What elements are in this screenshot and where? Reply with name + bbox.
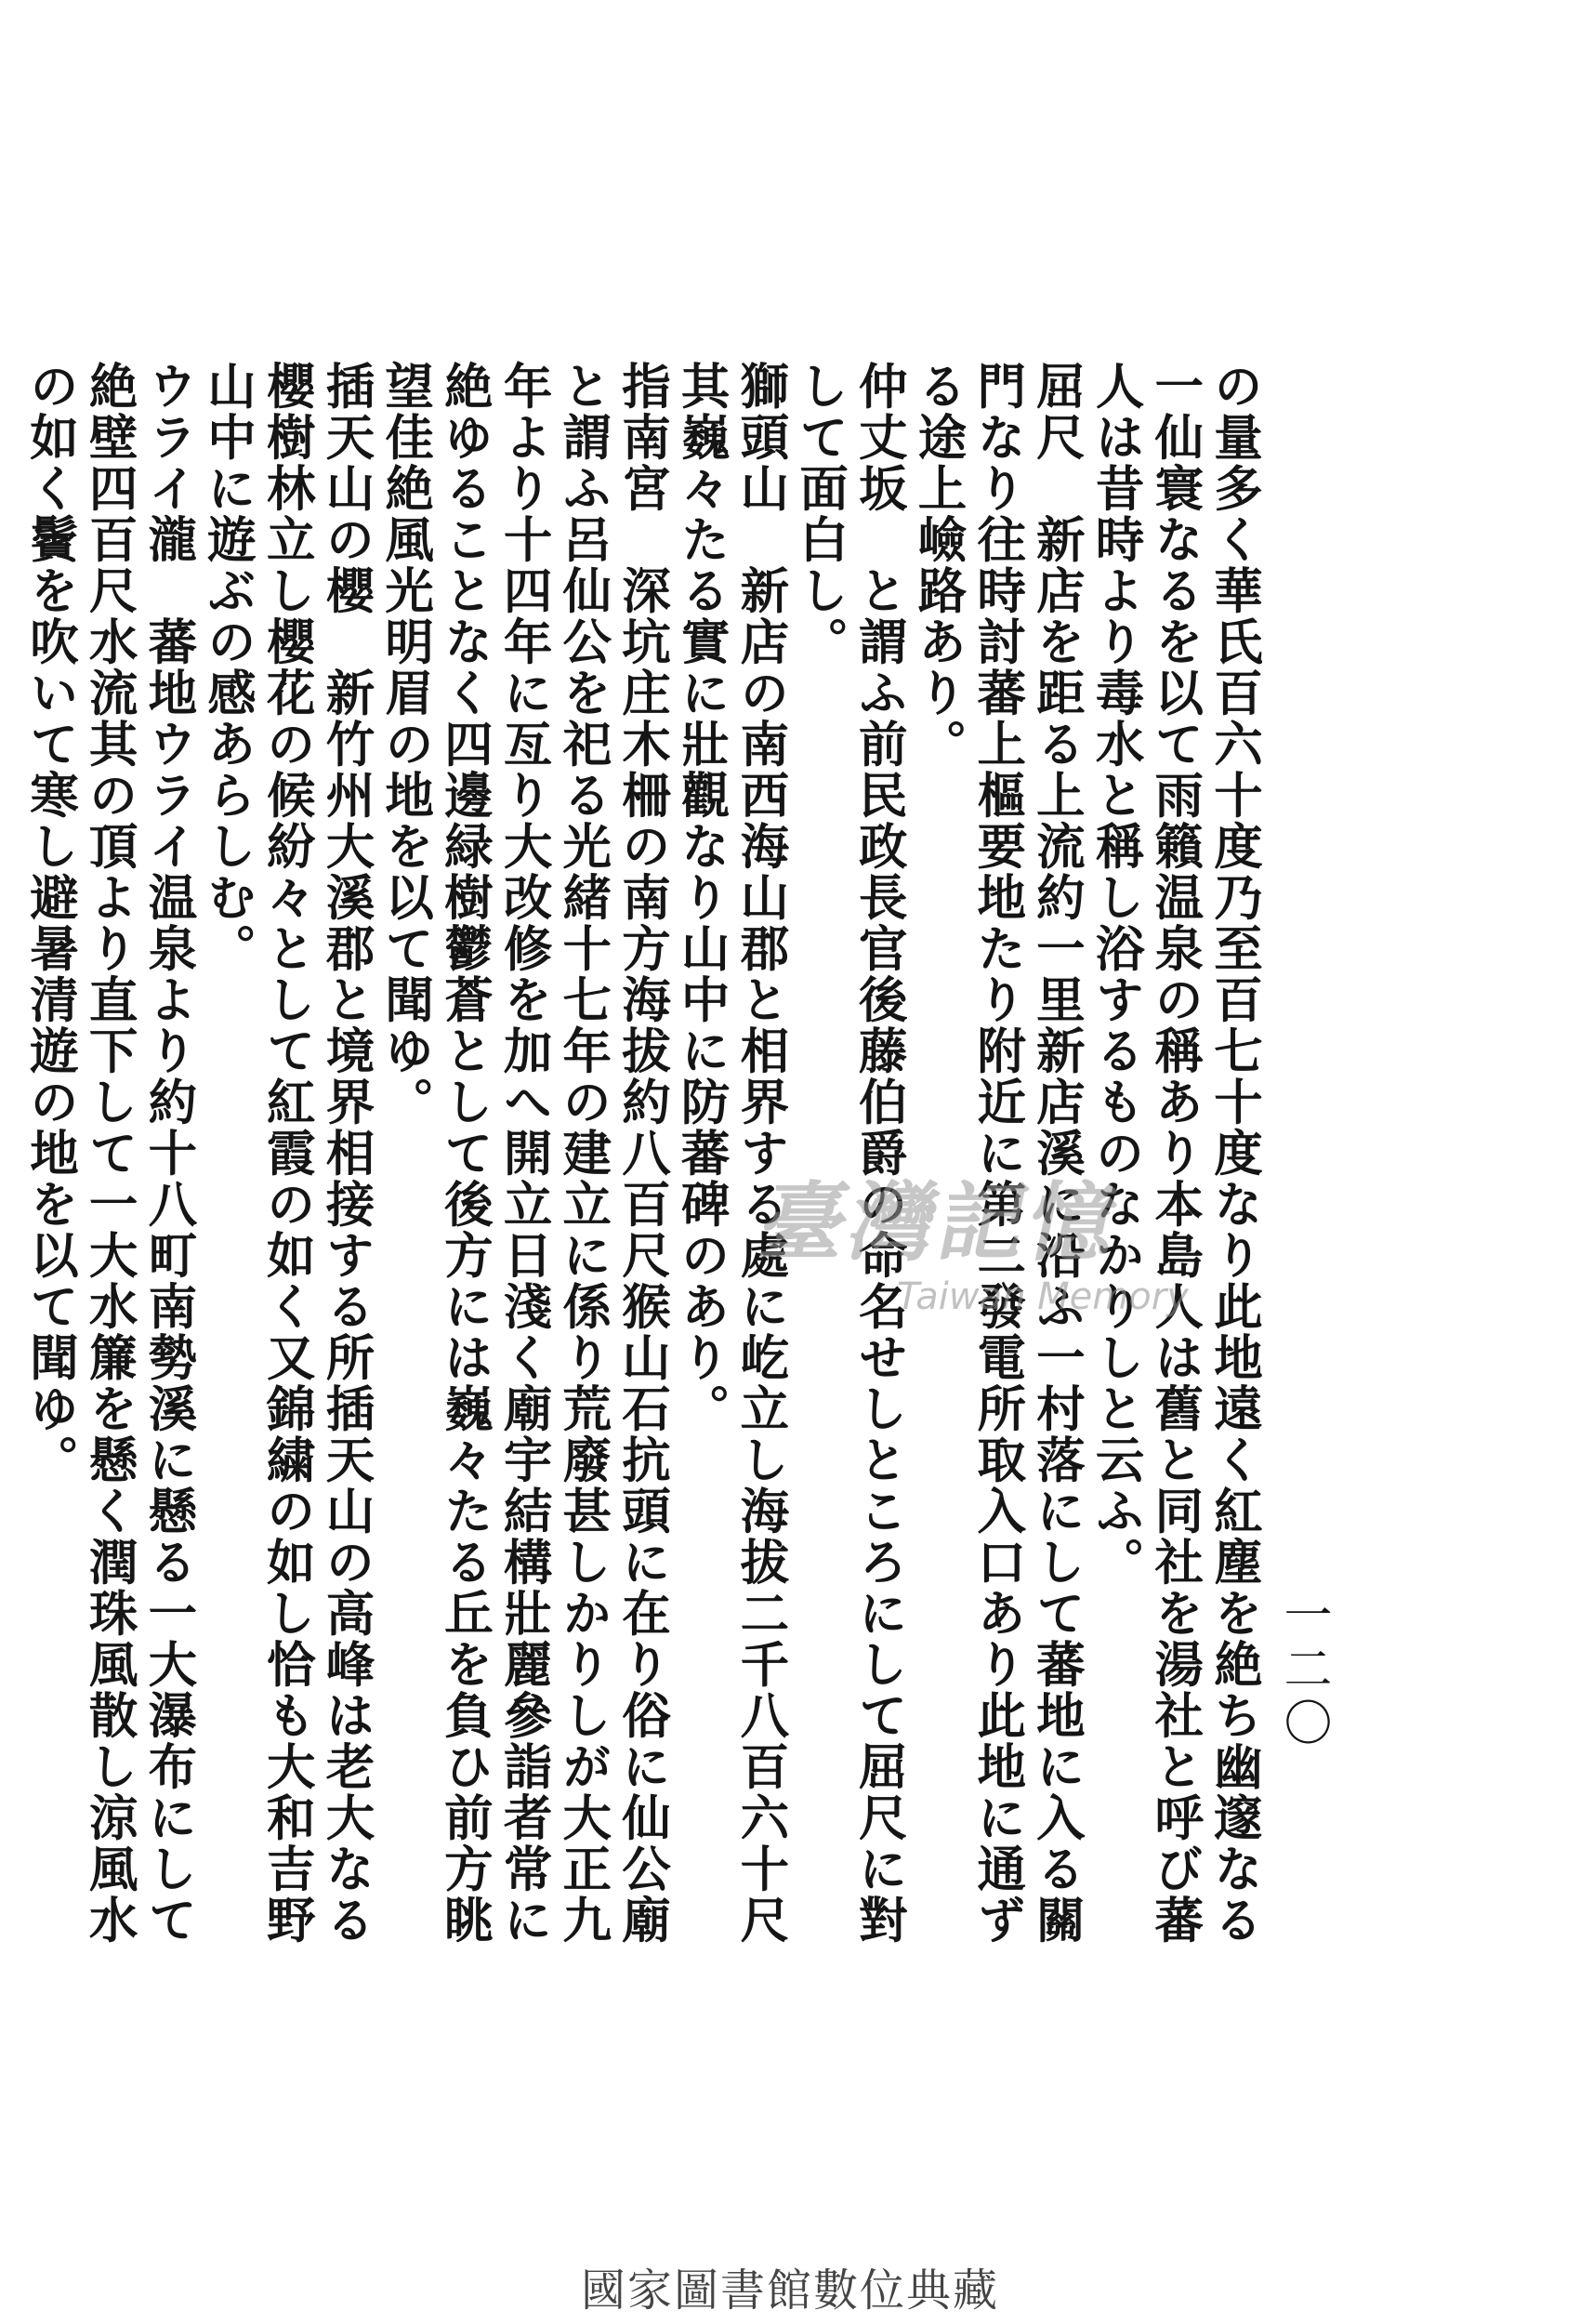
watermark-subtitle: Taiwan Memory [897,1275,1189,1318]
paragraph-chatian-cherry: 插天山の櫻 新竹州大溪郡と境界相接する所插天山の高峰は老大なる櫻樹林立し櫻花の候紛々として紅霞の如く又錦繍の如し恰も大和吉野山中に遊ぶの感あらしむ。 [200,361,375,1946]
paragraph-qu-chi: 屈尺 新店を距る上流約一里新店溪に沿ふ一村落にして蕃地に入る關門なり往時討蕃上樞要地たり附近に第二發電所取入口あり此地に通ずる途上嶮路あり。 [910,361,1086,1946]
paragraph-zhongzhang-slope: 仲丈坂 と謂ふ前民政長官後藤伯爵の命名せしところにして屈尺に對して面白し。 [792,361,908,1946]
paragraph-shitou-mountain: 獅頭山 新店の南西海山郡と相界する處に屹立し海拔二千八百六十尺其巍々たる實に壯觀なり山中に防蕃碑のあり。 [673,361,790,1946]
paragraph-hot-spring: の量多く華氏百六十度乃至百七十度なり此地遠く紅塵を絶ち幽邃なる一仙寰なるを以て雨籟温泉の稱あり本島人は舊と同社を湯社と呼び蕃人は昔時より毒水と稱し浴するものなかりしと云ふ。 [1087,361,1263,1946]
taiwan-memory-watermark [751,1171,1227,1329]
paragraph-wulai-falls: ウライ瀧 蕃地ウライ温泉より約十八町南勢溪に懸る一大瀑布にして絶壁四百尺水流其の頂より直下して一大水簾を懸く潤珠風散し涼風水の如く鬢を吹いて寒し避暑清遊の地を以て聞ゆ。 [21,361,198,1946]
paragraph-zhinan-temple: 指南宮 深坑庄木柵の南方海拔約八百尺猴山石抗頭に在り俗に仙公廟と謂ふ呂仙公を祀る光緒十七年の建立に係り荒廢甚しかりしが大正九年より十四年に亙り大改修を加へ開立日淺く廟宇結構壯麗參詣者常に絶ゆることなく四邊緑樹鬱蒼として後方には巍々たる丘を負ひ前方眺望佳絶風光明眉の地を以て聞ゆ。 [377,361,671,1946]
page-number: 一二〇 [1275,1590,1331,1751]
archive-footer: 國家圖書館數位典藏 [580,2265,999,2317]
watermark-chars: 臺灣記憶 [751,1172,1130,1273]
